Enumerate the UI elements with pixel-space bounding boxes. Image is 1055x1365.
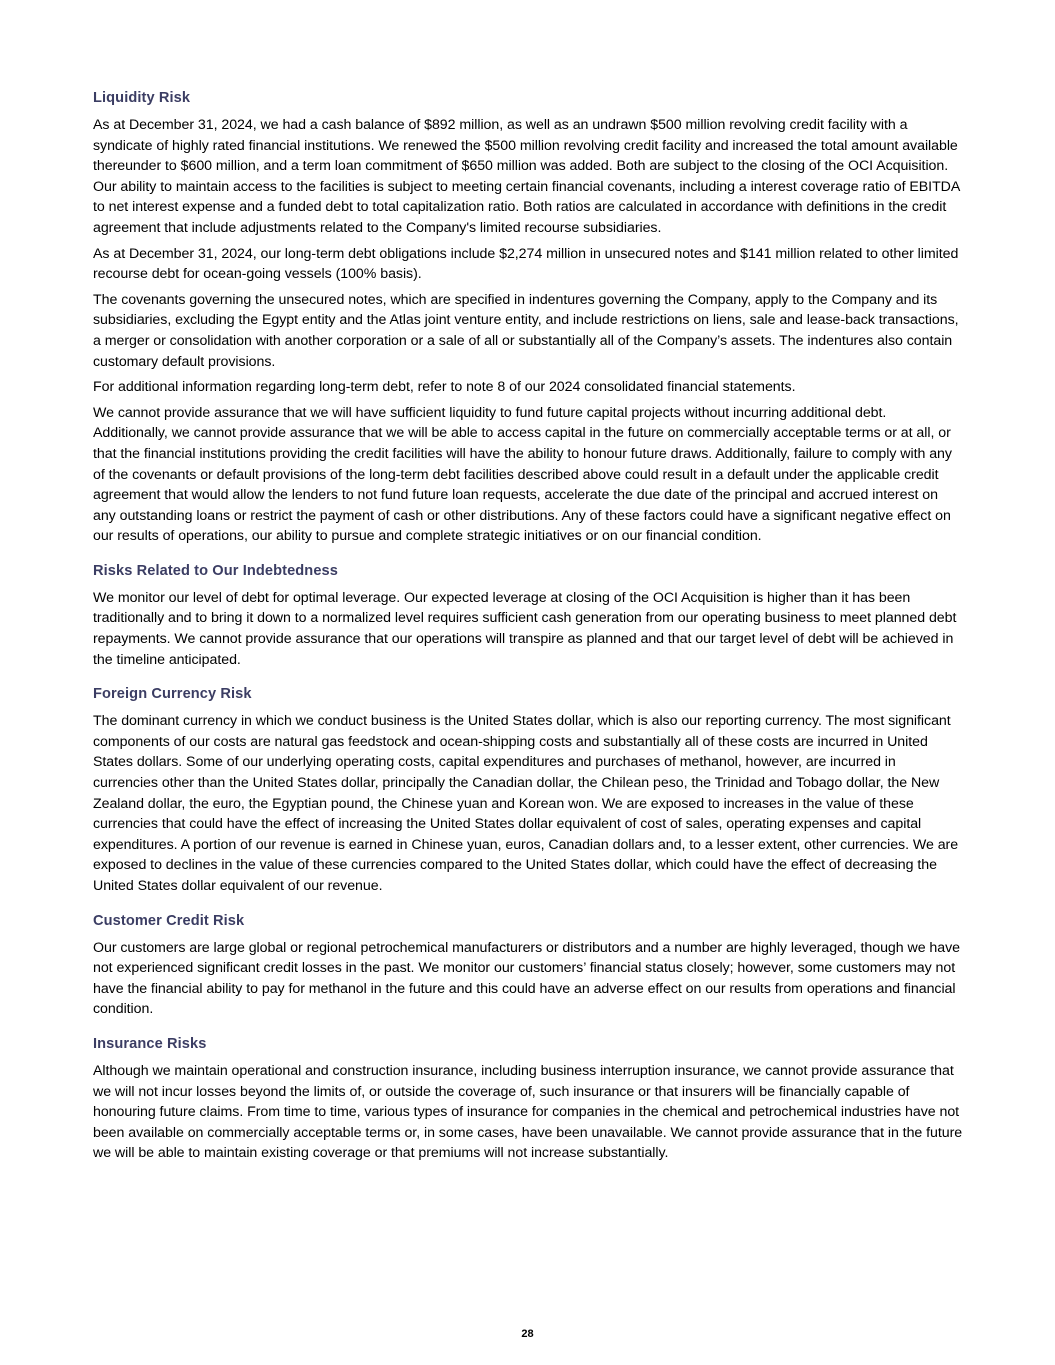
paragraph: As at December 31, 2024, our long-term debt obligations include $2,274 million in unsecured notes and $141 million related to other limited recourse debt for ocean-going vessels (100% basis). <box>93 245 959 283</box>
section-heading: Customer Credit Risk <box>93 912 245 929</box>
paragraph: We cannot provide assurance that we will have sufficient liquidity to fund future capital projects without incurring additional debt. Additionally, we cannot provide assurance that we will be able to access capital in the future on commercially acceptable terms or at all, or that the financial institutions providing the credit facilities will have the ability to honour future draws. Additionally, failure to comply with any of the covenants or default provisions of the long-term debt facilities described above could result in a default under the applicable credit agreement that would allow the lenders to not fund future loan requests, accelerate the due date of the principal and accrued interest on any outstanding loans or restrict the payment of cash or other distributions. Any of these factors could have a significant negative effect on our results of operations, our ability to pursue and complete strategic initiatives or on our financial condition. <box>93 404 952 545</box>
section-heading: Risks Related to Our Indebtedness <box>93 562 338 579</box>
paragraph: We monitor our level of debt for optimal leverage. Our expected leverage at closing of the OCI Acquisition is higher than it has been traditionally and to bring it down to a normalized level requires sufficient cash generation from our operating business to meet planned debt repayments. We cannot provide assurance that our operations will transpire as planned and that our target level of debt will be achieved in the timeline anticipated. <box>93 589 957 668</box>
section-heading: Insurance Risks <box>93 1035 207 1052</box>
section-customer-credit-risk <box>93 911 963 1020</box>
section-foreign-currency-risk <box>93 684 963 896</box>
section-insurance-risks <box>93 1034 963 1164</box>
paragraph: For additional information regarding long-term debt, refer to note 8 of our 2024 consolidated financial statements. <box>93 379 796 396</box>
page-number: 28 <box>521 1328 534 1340</box>
section-heading: Foreign Currency Risk <box>93 686 252 703</box>
section-liquidity-risk <box>93 88 963 547</box>
paragraph: As at December 31, 2024, we had a cash balance of $892 million, as well as an undrawn $500 million revolving credit facility with a syndicate of highly rated financial institutions. We renewed the $500 million revolving credit facility and increased the total amount available thereunder to $600 million, and a term loan commitment of $650 million was added. Both are subject to the closing of the OCI Acquisition. Our ability to maintain access to the facilities is subject to meeting certain financial covenants, including a interest coverage ratio of EBITDA to net interest expense and a funded debt to total capitalization ratio. Both ratios are calculated in accordance with definitions in the credit agreement that include adjustments related to the Company's limited recourse subsidiaries. <box>93 117 960 236</box>
paragraph: The dominant currency in which we conduct business is the United States dollar, which is also our reporting currency. The most significant components of our costs are natural gas feedstock and ocean-shipping costs and substantially all of these costs are incurred in United States dollars. Some of our underlying operating costs, capital expenditures and purchases of methanol, however, are incurred in currencies other than the United States dollar, principally the Canadian dollar, the Chilean peso, the Trinidad and Tobago dollar, the New Zealand dollar, the euro, the Egyptian pound, the Chinese yuan and Korean won. We are exposed to increases in the value of these currencies that could have the effect of increasing the United States dollar equivalent of cost of sales, operating expenses and capital expenditures. A portion of our revenue is earned in Chinese yuan, euros, Canadian dollars and, to a lesser extent, other currencies. We are exposed to declines in the value of these currencies compared to the United States dollar, which could have the effect of decreasing the United States dollar equivalent of our revenue. <box>93 713 959 894</box>
paragraph: Although we maintain operational and construction insurance, including business interruption insurance, we cannot provide assurance that we will not incur losses beyond the limits of, or outside the coverage of, such insurance or that insurers will be financially capable of honouring future claims. From time to time, various types of insurance for companies in the chemical and petrochemical industries have not been available on commercially acceptable terms or, in some cases, have been unavailable. We cannot provide assurance that in the future we will be able to maintain existing coverage or that premiums will not increase substantially. <box>93 1062 963 1162</box>
document-body <box>93 88 963 1178</box>
section-risks-related-to-indebtedness <box>93 561 963 670</box>
section-heading: Liquidity Risk <box>93 90 191 106</box>
paragraph: The covenants governing the unsecured notes, which are specified in indentures governing the Company, apply to the Company and its subsidiaries, excluding the Egypt entity and the Atlas joint venture entity, and include restrictions on liens, sale and lease-back transactions, a merger or consolidation with another corporation or a sale of all or substantially all of the Company’s assets. The indentures also contain customary default provisions. <box>93 291 959 370</box>
paragraph: Our customers are large global or regional petrochemical manufacturers or distributors and a number are highly leveraged, though we have not experienced significant credit losses in the past. We monitor our customers’ financial status closely; however, some customers may not have the financial ability to pay for methanol in the future and this could have an adverse effect on our results from operations and financial condition. <box>93 939 960 1018</box>
